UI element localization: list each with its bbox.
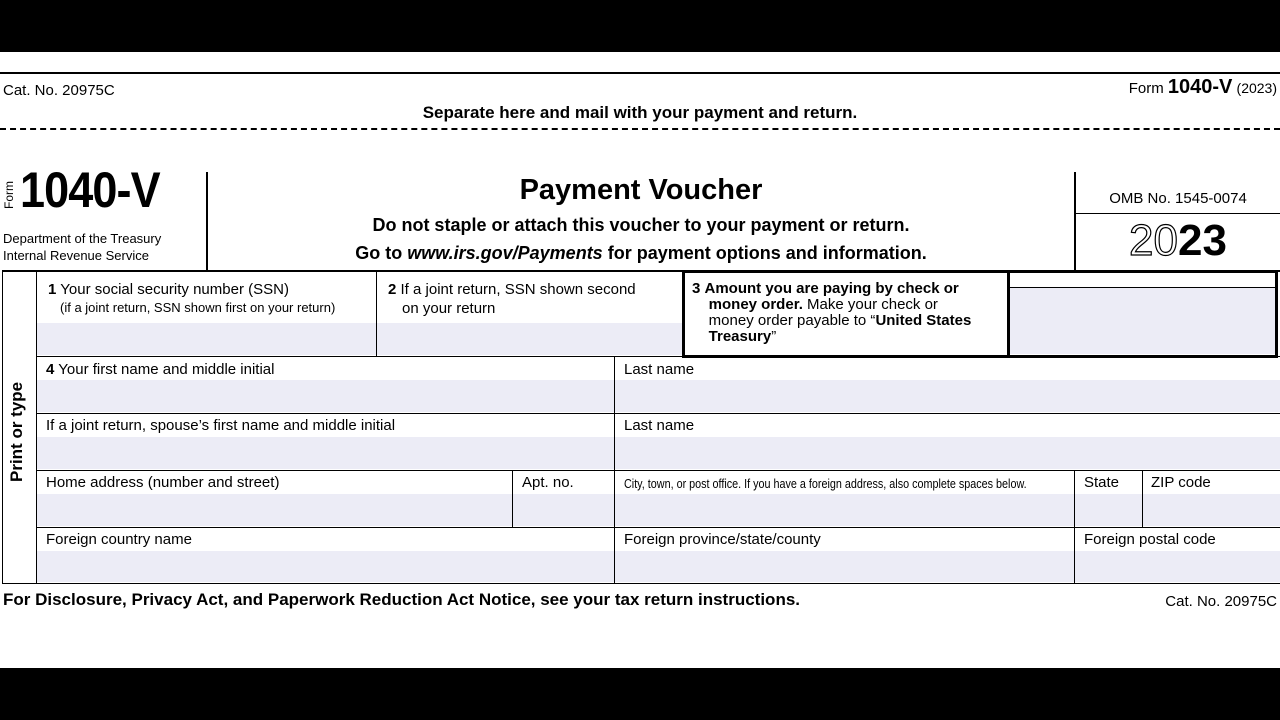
field-3-label: 3 Amount you are paying by check or money order. Make your check or money order payable to “United States Treasury”	[692, 280, 972, 345]
row1-bottom	[36, 356, 1280, 357]
form-page	[0, 52, 1280, 668]
privacy-notice: For Disclosure, Privacy Act, and Paperwork Reduction Act Notice, see your tax return instructions.	[3, 590, 801, 609]
home-address-label: Home address (number and street)	[46, 474, 280, 491]
r4-div-3	[1074, 470, 1075, 527]
row2-bottom	[36, 413, 1280, 414]
city-label: City, town, or post office. If you have a foreign address, also complete spaces below.	[624, 476, 1027, 491]
field-4-label: 4 Your first name and middle initial	[46, 361, 275, 378]
field-1-label: 1 Your social security number (SSN)	[48, 281, 289, 298]
instruction-staple: Do not staple or attach this voucher to your payment or return.	[372, 215, 910, 235]
top-form-prefix: Form	[1128, 80, 1164, 97]
department: Department of the Treasury	[3, 231, 162, 246]
voucher-title: Payment Voucher	[519, 174, 763, 206]
last-name-label: Last name	[624, 361, 695, 378]
foreign-country-label: Foreign country name	[46, 531, 192, 548]
zip-input[interactable]	[1143, 494, 1280, 526]
spouse-last-name-input[interactable]	[615, 437, 1280, 469]
cut-line	[0, 128, 1280, 130]
first-name-input[interactable]	[37, 380, 614, 412]
grid-bottom	[2, 583, 1280, 584]
zip-label: ZIP code	[1151, 474, 1211, 491]
top-rule	[0, 72, 1280, 74]
r5-div-2	[1074, 527, 1075, 583]
r4-div-2	[614, 470, 615, 527]
tax-year	[1076, 215, 1280, 267]
state-label: State	[1084, 474, 1120, 491]
instruction-pre: Go to	[355, 243, 408, 263]
spouse-first-name-input[interactable]	[37, 437, 614, 469]
tax-year-outline: 20	[1129, 216, 1178, 265]
r1-div-1	[376, 272, 377, 356]
separate-note: Separate here and mail with your payment and return.	[422, 103, 858, 122]
instruction-post: for payment options and information.	[602, 243, 927, 263]
top-form-number: 1040-V	[1167, 76, 1233, 98]
omb-number: OMB No. 1545-0074	[1109, 190, 1247, 207]
foreign-country-input[interactable]	[37, 551, 614, 582]
tax-year-bold: 23	[1178, 216, 1227, 265]
foreign-province-label: Foreign province/state/county	[624, 531, 821, 548]
r2-div	[614, 356, 615, 413]
grid-left-border	[2, 270, 3, 583]
apt-no-label: Apt. no.	[522, 474, 574, 491]
spouse-name-label: If a joint return, spouse’s first name and middle initial	[46, 417, 396, 434]
row3-bottom	[36, 470, 1280, 471]
foreign-postal-input[interactable]	[1075, 551, 1280, 582]
field-2-label-line2: on your return	[402, 300, 496, 317]
apt-no-input[interactable]	[513, 494, 614, 526]
instruction-payments	[208, 243, 1074, 264]
footer-cat-no: Cat. No. 20975C	[1165, 593, 1277, 610]
city-input[interactable]	[615, 494, 1074, 526]
r5-div-1	[614, 527, 615, 583]
ssn-input[interactable]	[37, 323, 376, 355]
state-input[interactable]	[1075, 494, 1142, 526]
spouse-ssn-input[interactable]	[377, 323, 682, 355]
top-cat-no: Cat. No. 20975C	[3, 82, 115, 99]
side-divider	[36, 270, 37, 583]
field-1-sublabel: (if a joint return, SSN shown first on your return)	[60, 300, 336, 315]
field-2-label: 2 If a joint return, SSN shown second	[388, 281, 636, 298]
foreign-postal-label: Foreign postal code	[1084, 531, 1216, 548]
voucher-form-label: Form	[2, 181, 16, 209]
omb-divider	[1076, 213, 1280, 214]
spouse-last-name-label: Last name	[624, 417, 695, 434]
last-name-input[interactable]	[615, 380, 1280, 412]
r4-div-4	[1142, 470, 1143, 527]
print-or-type-label: Print or type	[7, 381, 26, 482]
r4-div-1	[512, 470, 513, 527]
row4-bottom	[36, 527, 1280, 528]
top-form-id	[1129, 76, 1277, 99]
irs-payments-link[interactable]: www.irs.gov/Payments	[407, 243, 603, 263]
foreign-province-input[interactable]	[615, 551, 1074, 582]
voucher-form-number: 1040-V	[20, 162, 160, 218]
top-form-year: (2023)	[1236, 80, 1277, 96]
home-address-input[interactable]	[37, 494, 512, 526]
r3-div	[614, 413, 615, 470]
irs-service: Internal Revenue Service	[3, 248, 149, 263]
amount-box-border	[1004, 270, 1278, 358]
